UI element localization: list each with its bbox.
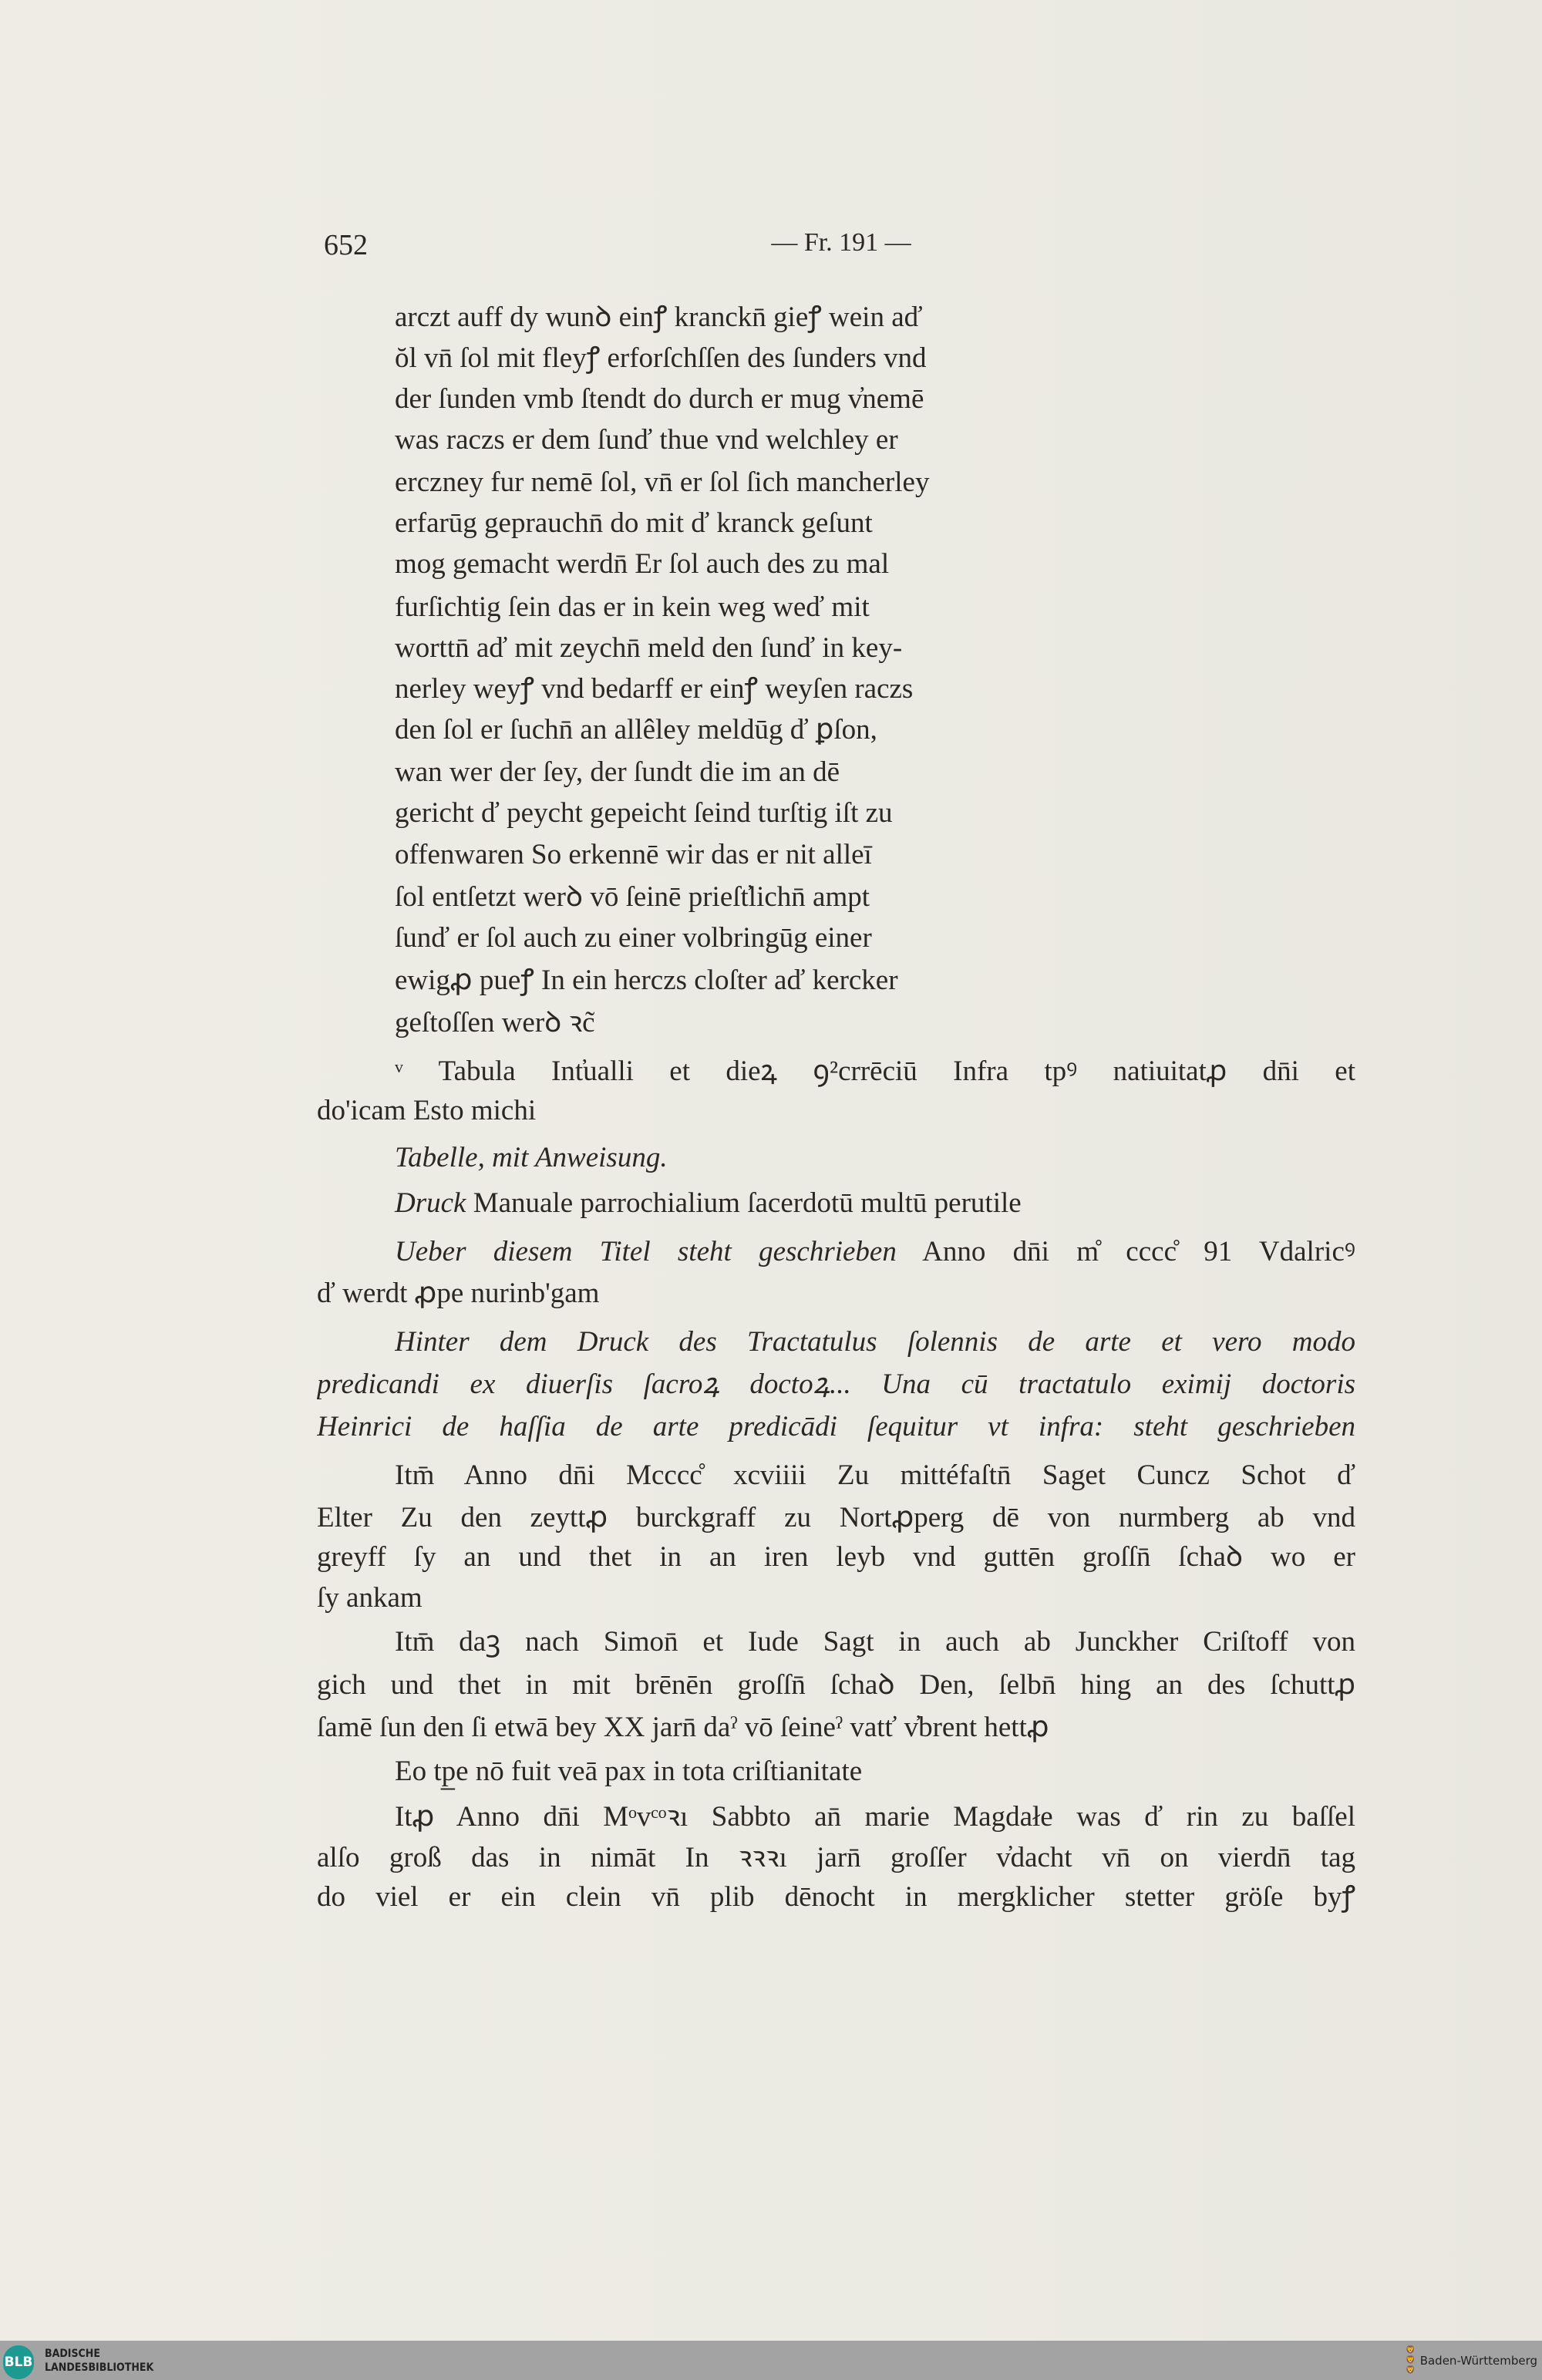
text-segment: arczt auff dy wunꝺ einꝭ kranckn̄ gieꝭ wein aď [395, 301, 923, 333]
text-line [317, 1365, 1355, 1404]
text-segment: Eo tp̲e nō fuit veā pax in tota criſtianitate [395, 1756, 863, 1787]
text-line [317, 1538, 1355, 1577]
text-segment: geſtoſſen werꝺ ꝛc̃ [395, 1007, 595, 1039]
text-line [395, 588, 870, 627]
text-line [395, 670, 913, 709]
italic-text: Heinrici de haſſia de arte predicādi ſequitur vt infra: steht geschrieben [317, 1411, 1355, 1442]
state-name: Baden-Württemberg [1419, 2353, 1537, 2368]
text-segment: Itm̄ daꝫ nach Simon̄ et Iude Sagt in auch ab Junckher Criſtoff von [395, 1626, 1355, 1658]
text-segment: ſol entſetzt werꝺ vō ſeinē prieſt̕lichn̄ ampt [395, 881, 870, 913]
text-line [395, 1004, 595, 1042]
text-line [317, 1499, 1355, 1537]
text-segment: Elter Zu den zeyttꝓ burckgraff zu Nortꝓperg dē von nurmberg ab vnd [317, 1502, 1355, 1533]
text-segment: der ſunden vmb ſtendt do durch er mug v̓nemē [395, 383, 924, 415]
text-line [395, 1052, 1355, 1091]
text-line [317, 1839, 1355, 1877]
text-line [395, 1456, 1355, 1495]
italic-text: Hinter dem Druck des Tractatulus ſolennis de arte et vero modo [395, 1326, 1355, 1358]
text-line [317, 1878, 1355, 1917]
text-line [395, 421, 898, 460]
text-line [395, 919, 872, 958]
text-segment: Itꝓ Anno dn̄i Mᵒvᶜᵒꝛı Sabbto an̄ marie Magdałe was ď rin zu baſſel [395, 1801, 1355, 1833]
text-line [395, 545, 889, 584]
text-line [317, 1274, 1355, 1313]
text-segment: ŏl vn̄ ſol mit fleyꝭ erforſchſſen des ſunders vnd [395, 342, 927, 374]
text-line [395, 504, 873, 543]
text-line [395, 298, 923, 337]
text-segment: Manuale parrochialium ſacerdotū multū perutile [466, 1187, 1022, 1219]
text-line [395, 629, 902, 668]
text-segment: den ſol er ſuchn̄ an allêley meldūg ď ꝑſon, [395, 714, 877, 746]
text-segment: do'icam Esto michi [317, 1095, 537, 1126]
italic-text: predicandi ex diuerſis ſacroꝝ doctoꝝ... Una cū tractatulo eximij doctoris [317, 1368, 1355, 1400]
italic-text: Ueber diesem Titel steht geschrieben [395, 1236, 897, 1267]
text-line [395, 1323, 1355, 1362]
text-segment: erczney fur nemē ſol, vn̄ er ſol ſich mancherley [395, 466, 930, 498]
text-segment: Itm̄ Anno dn̄i Mcccc̊ xcviiii Zu mittéfaſtn̄ Saget Cuncz Schot ď [395, 1459, 1355, 1491]
text-line [395, 753, 840, 792]
library-name-line-2: LANDESBIBLIOTHEK [45, 2361, 154, 2374]
text-segment: ſy ankam [317, 1582, 423, 1614]
text-segment: Anno dn̄i m̊ cccc̊ 91 Vdalricꝰ [896, 1236, 1355, 1267]
text-line [395, 878, 870, 917]
text-line [395, 836, 872, 874]
text-line [395, 1184, 1355, 1223]
text-segment: ewigꝓ pueꝭ In ein herczs cloſter aď kercker [395, 964, 898, 996]
lions-icon: 🦁 🦁 🦁 [1406, 2346, 1416, 2375]
running-title: — Fr. 191 — [771, 228, 911, 257]
text-segment: wan wer der ſey, der ſundt die im an dē [395, 756, 840, 788]
text-segment: ſamē ſun den ſi etwā bey XX jarn̄ daˀ vō ſeineˀ vatť v̓brent hettꝓ [317, 1712, 1049, 1743]
text-segment: offenwaren So erkennē wir das er nit alleī [395, 839, 872, 870]
text-segment: erfarūg geprauchn̄ do mit ď kranck geſunt [395, 507, 873, 539]
text-segment: ᵛ Tabula Int̕ualli et dieꝝ ꝯ²crrēciū Infra tpꝰ natiuitatꝓ dn̄i et [395, 1055, 1355, 1087]
state-logo[interactable] [1406, 2345, 1537, 2375]
text-segment: do viel er ein clein vn̄ plib dēnocht in mergklicher stetter gröſe byꝭ [317, 1881, 1355, 1913]
text-segment: gericht ď peycht gepeicht ſeind turſtig iſt zu [395, 797, 893, 829]
text-line [317, 1579, 1355, 1618]
text-line [317, 1666, 1355, 1705]
text-line [317, 1092, 1355, 1130]
italic-text: Tabelle, mit Anweisung. [395, 1142, 668, 1173]
text-segment: was raczs er dem ſunď thue vnd welchley er [395, 424, 898, 456]
italic-text: Druck [395, 1187, 466, 1219]
text-segment: nerley weyꝭ vnd bedarff er einꝭ weyſen raczs [395, 673, 914, 705]
text-segment: furſichtig ſein das er in kein weg weď mit [395, 591, 870, 623]
text-line [395, 961, 898, 1000]
text-line [317, 1708, 1355, 1747]
text-line [395, 794, 893, 833]
text-line [395, 711, 877, 749]
text-segment: worttn̄ aď mit zeychn̄ meld den ſunď in key- [395, 632, 903, 664]
text-line [395, 463, 929, 502]
page-number: 652 [324, 229, 368, 261]
library-name-line-1: BADISCHE [45, 2348, 100, 2360]
text-line [395, 1233, 1355, 1271]
text-line [395, 1798, 1355, 1836]
text-line [395, 339, 927, 378]
text-segment: mog gemacht werdn̄ Er ſol auch des zu mal [395, 548, 890, 580]
library-name[interactable] [45, 2347, 153, 2375]
text-line [395, 1623, 1355, 1661]
text-line [395, 1139, 1355, 1177]
text-segment: ſunď er ſol auch zu einer volbringūg einer [395, 922, 872, 954]
text-segment: greyff ſy an und thet in an iren leyb vnd guttēn groſſn̄ ſchaꝺ wo er [317, 1541, 1355, 1573]
text-line [395, 380, 924, 419]
footer-bar [0, 2341, 1542, 2380]
text-segment: ď werdt ꝓpe nurinb'gam [317, 1278, 600, 1309]
blb-logo[interactable]: BLB [3, 2345, 34, 2379]
text-line [395, 1752, 1355, 1791]
text-segment: alſo groß das in nimāt In ꝛꝛꝛı jarn̄ groſſer v̓dacht vn̄ on vierdn̄ tag [317, 1842, 1355, 1873]
text-segment: gich und thet in mit brēnēn groſſn̄ ſchaꝺ Den, ſelbn̄ hing an des ſchuttꝓ [317, 1669, 1355, 1701]
text-line [317, 1408, 1355, 1446]
